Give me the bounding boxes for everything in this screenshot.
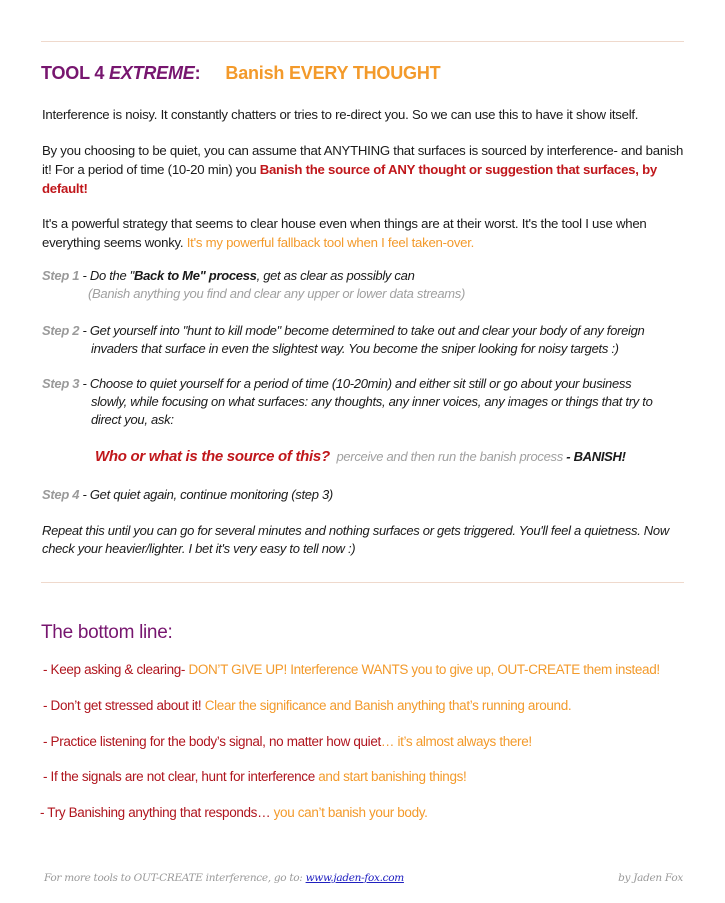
step-3	[42, 375, 692, 429]
bottom-item-3-rest: … it’s almost always there!	[380, 734, 532, 749]
intro-p3-highlight: It's my powerful fallback tool when I feel taken-over.	[186, 235, 475, 250]
step-1-process: Back to Me" process	[134, 268, 257, 283]
middle-divider	[41, 582, 684, 583]
question-main: Who or what is the source of this?	[95, 448, 330, 465]
step-4-label: Step 4	[42, 487, 80, 502]
step-1-text-a: - Do the "	[79, 268, 134, 283]
step-1-text-b: , get as clear as possibly can	[256, 268, 415, 283]
footer-text: For more tools to OUT-CREATE interference, go to:	[44, 872, 306, 884]
step-2-label: Step 2	[42, 323, 80, 338]
step-3-cont: slowly, while focusing on what surfaces: any thoughts, any inner voices, any images or things that try to direct you, ask:	[91, 394, 653, 427]
bottom-item-5-rest: you can’t banish your body.	[273, 805, 428, 820]
step-4	[42, 486, 692, 504]
bottom-item-4-rest: and start banishing things!	[318, 769, 467, 784]
question-banish: - BANISH!	[562, 449, 626, 464]
bottom-item-1-rest: DON’T GIVE UP! Interference WANTS you to give up, OUT-CREATE them instead!	[188, 662, 660, 677]
step-1	[42, 267, 692, 303]
step-4-text: - Get quiet again, continue monitoring (step 3)	[79, 487, 333, 502]
bottom-item-5-lead: - Try Banishing anything that responds…	[40, 805, 274, 820]
intro-p2-text: By you choosing to be quiet, you can assume that ANYTHING that surfaces is sourced by interference- and banish it! For a period of time (10-20 min) you	[42, 143, 684, 177]
title-main: Banish EVERY THOUGHT	[225, 63, 441, 83]
step-2-text: - Get yourself into "hunt to kill mode" become determined to take out and clear your body of any foreign	[79, 323, 645, 338]
question-hint: perceive and then run the banish process	[336, 449, 563, 464]
title-colon: :	[194, 63, 201, 83]
step-1-label: Step 1	[42, 268, 80, 283]
bottom-item-3-lead: - Practice listening for the body’s signal, no matter how quiet	[43, 734, 381, 749]
step-3-text: - Choose to quiet yourself for a period of time (10-20min) and either sit still or go about your business	[79, 376, 632, 391]
footer-note	[44, 872, 404, 884]
bottom-item-4-lead: - If the signals are not clear, hunt for interference	[43, 769, 319, 784]
website-link[interactable]: www.jaden-fox.com	[305, 872, 404, 884]
bottom-item-4	[43, 769, 466, 784]
bottom-item-1	[43, 662, 660, 677]
tool-title	[41, 63, 440, 84]
repeat-text: Repeat this until you can go for several minutes and nothing surfaces or gets triggered. You'll feel a quietness. Now check your heavier/lighter. I bet it's very easy to tell now :)	[42, 523, 669, 556]
step-2-cont: invaders that surface in even the slightest way. You become the sniper looking for noisy targets :)	[91, 341, 619, 356]
title-extreme: EXTREME	[108, 63, 195, 83]
bottom-item-2-rest: Clear the significance and Banish anything that’s running around.	[204, 698, 572, 713]
top-divider	[41, 41, 684, 42]
bottom-item-2-lead: - Don’t get stressed about it!	[43, 698, 205, 713]
step-2	[42, 322, 692, 358]
intro-p1-text: Interference is noisy. It constantly chatters or tries to re-direct you. So we can use this to have it show itself.	[42, 107, 639, 122]
bottom-item-2	[43, 698, 571, 713]
bottom-item-1-lead: - Keep asking & clearing-	[43, 662, 189, 677]
bottom-item-3	[43, 734, 532, 749]
intro-p2-emphasis: Banish the source of ANY thought or suggestion that surfaces, by default!	[42, 162, 657, 196]
step-3-label: Step 3	[42, 376, 80, 391]
intro-paragraph-3	[42, 214, 692, 252]
intro-paragraph-1	[42, 105, 692, 124]
source-question	[95, 448, 626, 465]
footer-author: by Jaden Fox	[618, 872, 683, 884]
repeat-paragraph	[42, 522, 687, 558]
step-1-sub: (Banish anything you find and clear any upper or lower data streams)	[88, 286, 466, 301]
title-prefix: TOOL 4	[41, 63, 109, 83]
intro-paragraph-2	[42, 141, 692, 198]
bottom-item-5	[40, 805, 428, 820]
intro-p3-text: It's a powerful strategy that seems to clear house even when things are at their worst. It's the tool I use when everything seems wonky.	[42, 216, 647, 250]
bottom-line-title: The bottom line:	[41, 622, 173, 643]
